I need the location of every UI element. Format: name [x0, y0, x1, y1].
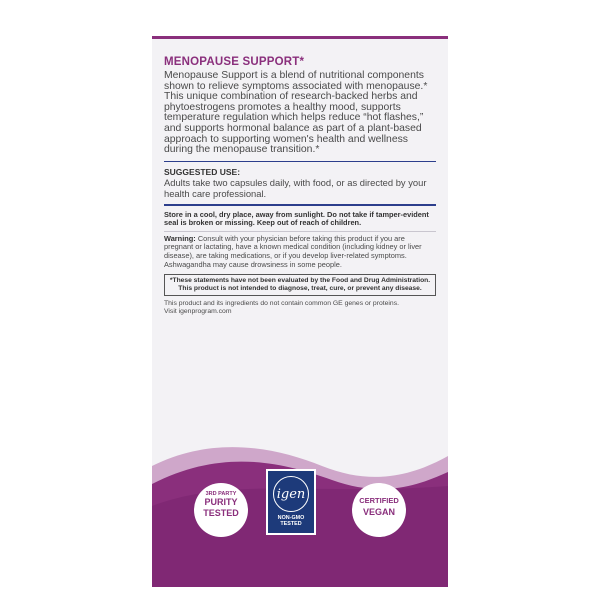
top-accent-bar [152, 36, 448, 39]
warning-text: Consult with your physician before taking this product if you are pregnant or lactating, have a known medical condition (including kidney or liver disease), are taking medications, or if you develop liver-related symptoms. Ashwagandha may cause drowsiness in some people. [164, 233, 422, 269]
certification-badges [152, 469, 448, 539]
certified-vegan-badge [352, 483, 406, 537]
vegan-badge-line-2: VEGAN [362, 506, 395, 517]
fda-disclaimer-line-1: *These statements have not been evaluated by the Food and Drug Administration. [169, 277, 431, 285]
purity-badge-line-1: PURITY [204, 497, 238, 507]
purity-badge-small-text: 3RD PARTY [205, 491, 237, 497]
igen-label-line-1: NON-GMO [277, 515, 305, 521]
purity-tested-badge [194, 483, 248, 537]
visit-website: Visit igenprogram.com [164, 308, 232, 316]
product-panel [152, 36, 448, 587]
igen-logo-icon [273, 476, 309, 512]
storage-text: Store in a cool, dry place, away from sunlight. Do not take if tamper-evident seal is broken or missing. Keep out of reach of children. [164, 209, 429, 228]
igen-non-gmo-badge [266, 469, 316, 535]
vegan-badge-line-1: CERTIFIED [359, 496, 399, 505]
suggested-use-text: Adults take two capsules daily, with food, or as directed by your health care professional. [164, 177, 427, 199]
ge-note: This product and its ingredients do not contain common GE genes or proteins. [164, 300, 400, 308]
divider-3 [164, 231, 436, 232]
fda-disclaimer-line-2: This product is not intended to diagnose, treat, cure, or prevent any disease. [178, 285, 422, 293]
igen-label-line-2: TESTED [280, 521, 302, 527]
warning-label: Warning: [164, 233, 196, 243]
divider-1 [164, 161, 436, 163]
divider-2 [164, 204, 436, 206]
product-description: Menopause Support is a blend of nutritional components shown to relieve symptoms associated with menopause.* This unique combination of research-backed herbs and phytoestrogens promotes a healthy mood, supports temperature regulation which helps reduce “hot flashes,” and supports hormonal balance as part of a plant-based approach to supporting women's health and wellness during the menopause transition.* [164, 70, 428, 156]
purity-badge-line-2: TESTED [203, 507, 239, 518]
warning-paragraph [164, 235, 436, 269]
suggested-use-heading: SUGGESTED USE: [164, 167, 241, 178]
igen-label [268, 515, 314, 527]
product-title: MENOPAUSE SUPPORT* [164, 56, 305, 68]
label-content [164, 56, 436, 316]
fda-disclaimer-box [164, 274, 436, 296]
igen-logo-text: igen [276, 486, 306, 502]
